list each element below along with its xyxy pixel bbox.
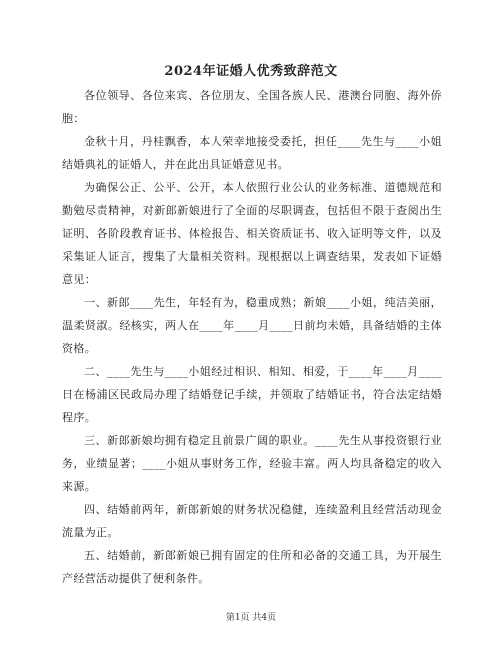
page-number-footer: 第1页 共4页 [225,613,277,623]
opinion-paragraph-4: 四、结婚前两年，新郎新娘的财务状况稳健，连续盈利且经营活动现金流量为正。 [62,503,442,539]
opinion-paragraph-5: 五、结婚前，新郎新娘已拥有固定的住所和必备的交通工具，为开展生产经营活动提供了便利条件。 [62,549,442,585]
opinion-paragraph-3: 三、新郎新娘均拥有稳定且前景广阔的职业。____先生从事投资银行业务，业绩显著；____小姐从事财务工作，经验丰富。两人均具备稳定的收入来源。 [62,434,442,493]
investigation-paragraph: 为确保公正、公平、公开，本人依照行业公认的业务标准、道德规范和勤勉尽责精神，对新郎新娘进行了全面的尽职调查，包括但不限于查阅出生证明、各阶段教育证书、体检报告、相关资质证书、收入证明等文件，以及采集证人证言，搜集了大量相关资料。现根据以上调查结果，发表如下证婚意见： [62,181,442,286]
opinion-paragraph-2: 二、____先生与____小姐经过相识、相知、相爱，于____年____月____日在杨浦区民政局办理了结婚登记手续，并领取了结婚证书，符合法定结婚程序。 [62,365,442,424]
document-body [62,84,442,590]
intro-paragraph: 金秋十月，丹桂飘香，本人荣幸地接受委托，担任____先生与____小姐结婚典礼的证婚人，并在此出具证婚意见书。 [62,135,442,171]
salutation-paragraph: 各位领导、各位来宾、各位朋友、全国各族人民、港澳台同胞、海外侨胞： [62,89,442,125]
opinion-paragraph-1: 一、新郎____先生，年轻有为，稳重成熟；新娘____小姐，纯洁美丽，温柔贤淑。经核实，两人在____年____月____日前均未婚，具备结婚的主体资格。 [62,296,442,355]
document-title: 2024年证婚人优秀致辞范文 [164,64,338,79]
